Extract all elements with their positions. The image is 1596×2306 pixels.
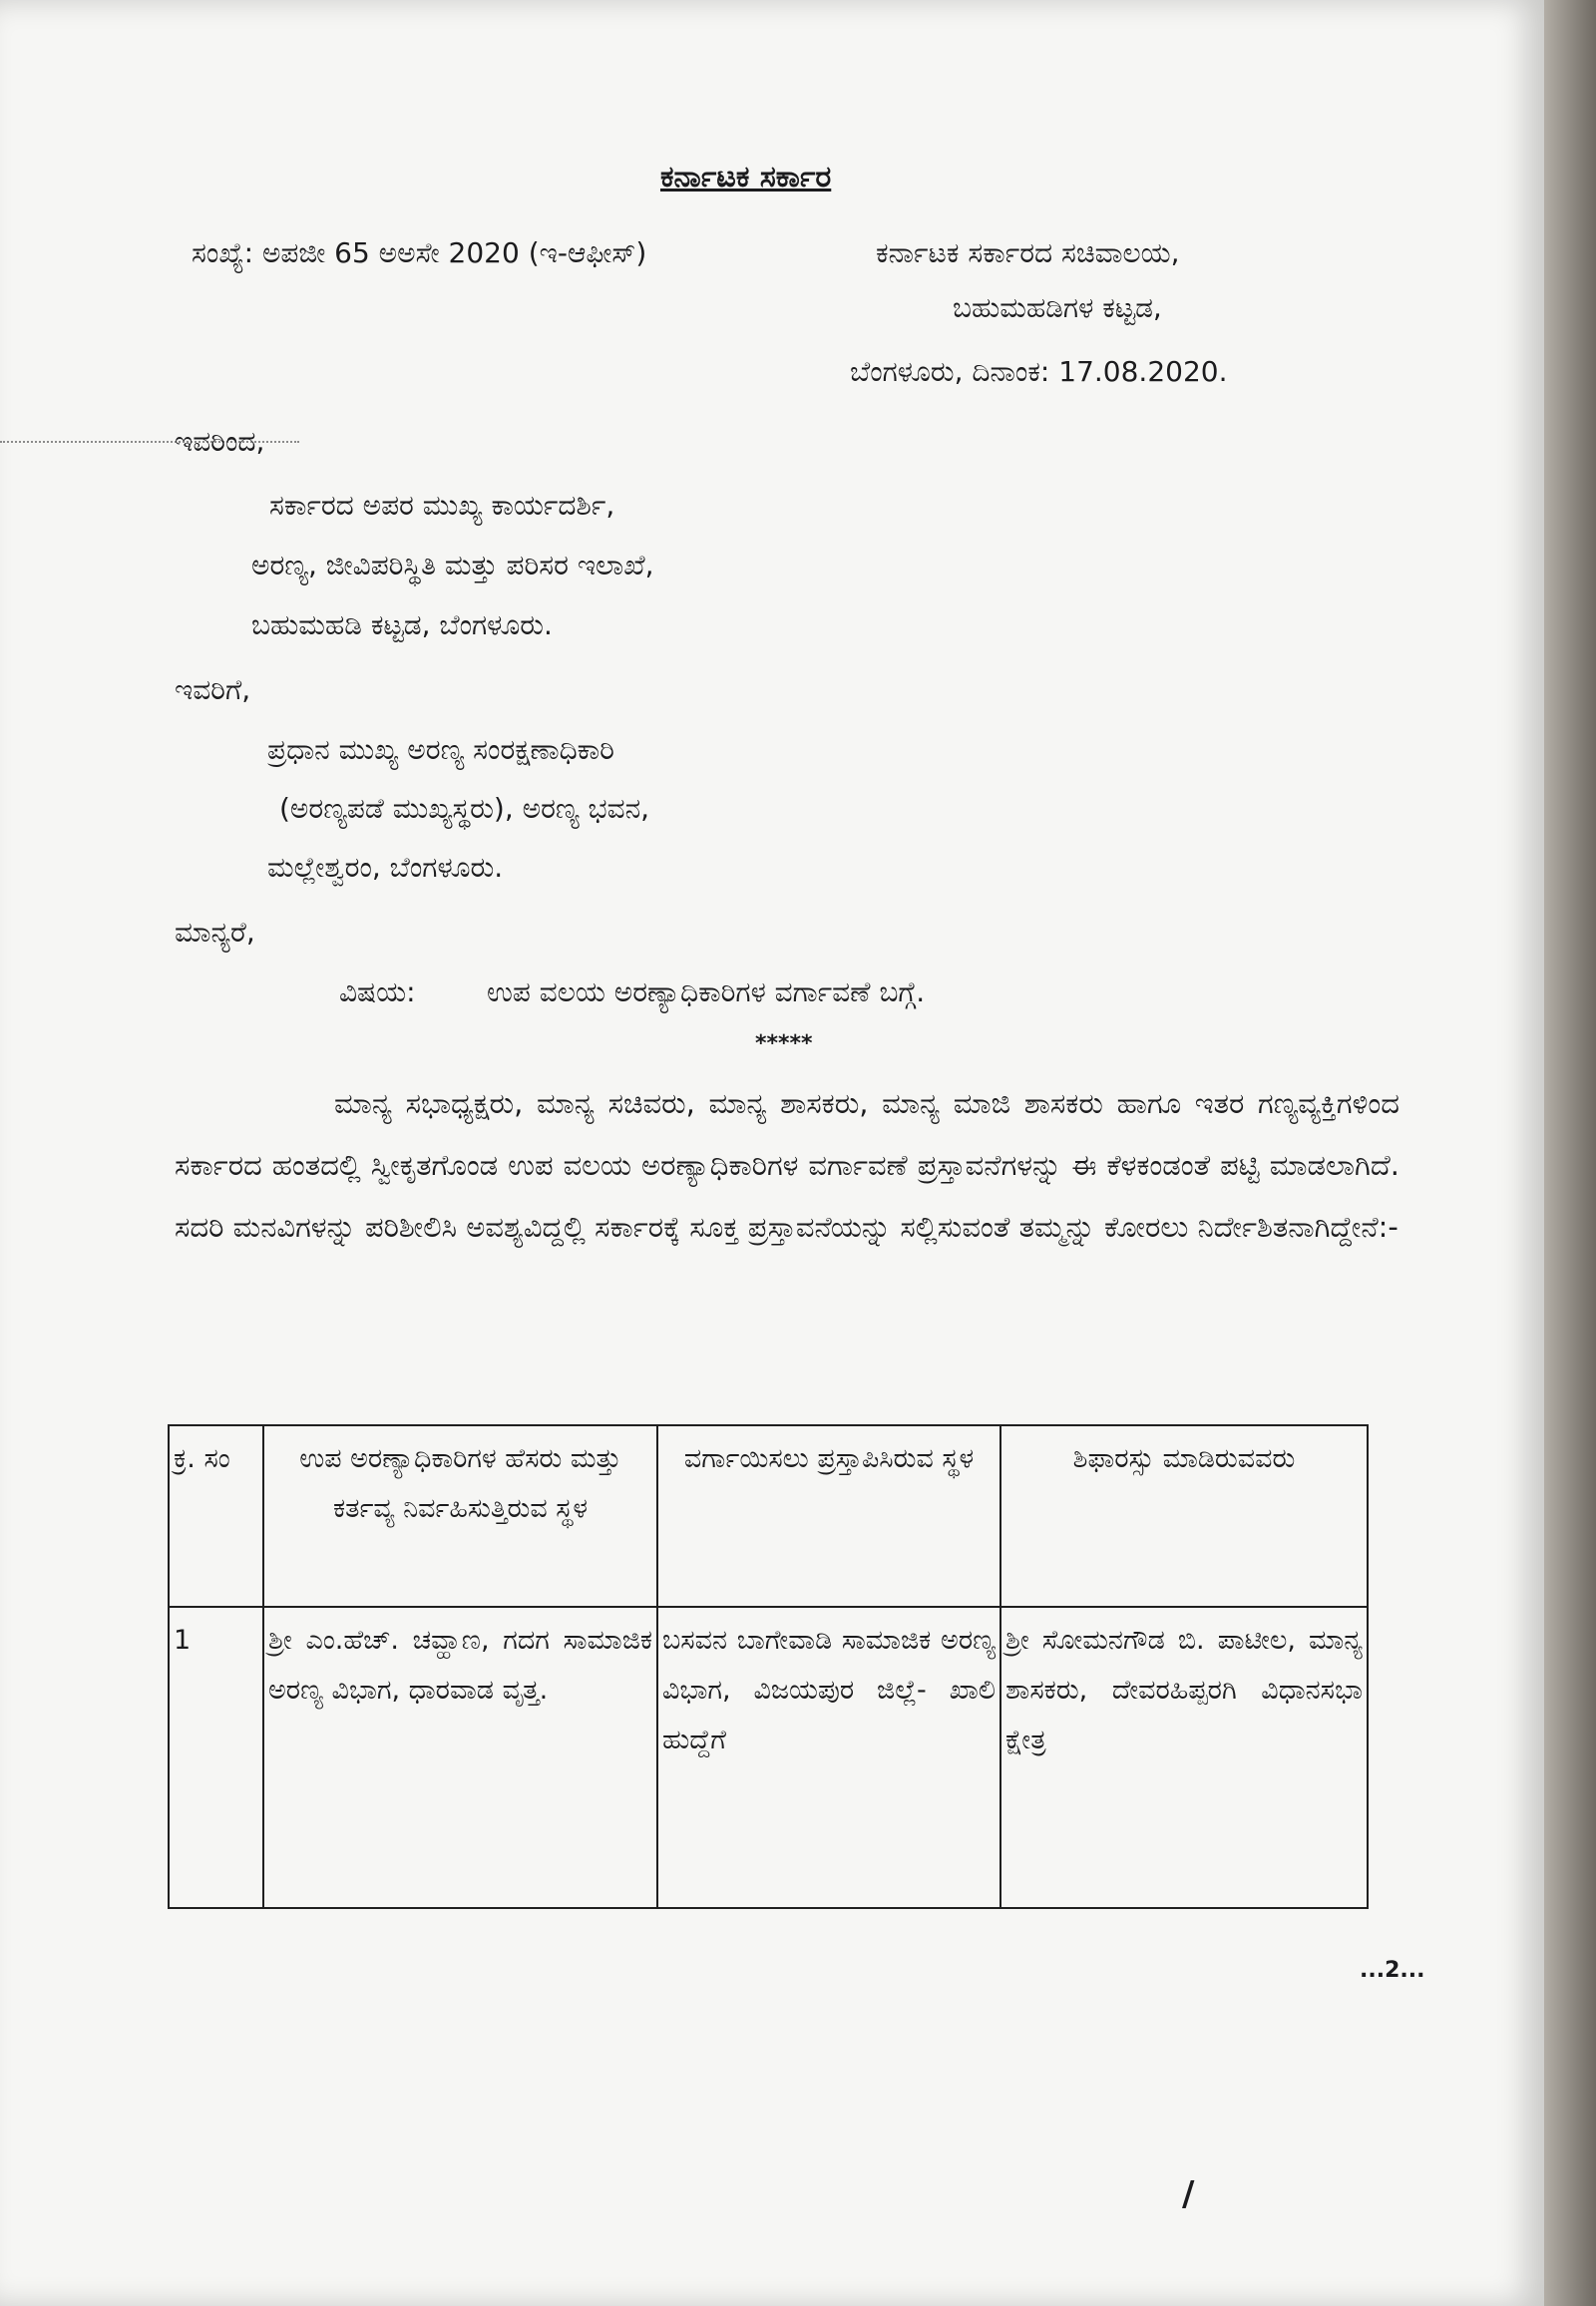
table-row	[169, 1607, 1368, 1908]
from-line-1: ಸರ್ಕಾರದ ಅಪರ ಮುಖ್ಯ ಕಾರ್ಯದರ್ಶಿ,	[269, 489, 615, 522]
table-header-row	[169, 1425, 1368, 1607]
cell-sl-no: 1	[169, 1607, 263, 1908]
transfer-table	[168, 1424, 1369, 1909]
subject-label: ವಿಷಯ:	[339, 975, 416, 1008]
cell-recommended-by: ಶ್ರೀ ಸೋಮನಗೌಡ ಬಿ. ಪಾಟೀಲ, ಮಾನ್ಯ ಶಾಸಕರು, ದೇವರಹಿಪ್ಪರಗಿ ವಿಧಾನಸಭಾ ಕ್ಷೇತ್ರ	[1000, 1607, 1368, 1908]
header-proposed-place: ವರ್ಗಾಯಿಸಲು ಪ್ರಸ್ತಾಪಿಸಿರುವ ಸ್ಥಳ	[657, 1425, 1000, 1607]
from-line-3: ಬಹುಮಹಡಿ ಕಟ್ಟಡ, ಬೆಂಗಳೂರು.	[251, 608, 553, 641]
office-line-1: ಕರ್ನಾಟಕ ಸರ್ಕಾರದ ಸಚಿವಾಲಯ,	[876, 236, 1180, 269]
header-sl-no: ಕ್ರ. ಸಂ	[169, 1425, 263, 1607]
page-continuation: ...2...	[1360, 1958, 1425, 1983]
page-edge-shadow	[1544, 0, 1596, 2306]
from-label: ಇವರಿಂದ,	[175, 425, 265, 458]
to-line-3: ಮಲ್ಲೇಶ್ವರಂ, ಬೆಂಗಳೂರು.	[267, 851, 504, 884]
to-label: ಇವರಿಗೆ,	[175, 673, 251, 706]
cell-officer: ಶ್ರೀ ಎಂ.ಹೆಚ್. ಚವ್ಹಾಣ, ಗದಗ ಸಾಮಾಜಿಕ ಅರಣ್ಯ ವಿಭಾಗ, ಧಾರವಾಡ ವೃತ್ತ.	[263, 1607, 657, 1908]
document-title: ಕರ್ನಾಟಕ ಸರ್ಕಾರ	[660, 160, 832, 194]
subject-text: ಉಪ ವಲಯ ಅರಣ್ಯಾಧಿಕಾರಿಗಳ ವರ್ಗಾವಣೆ ಬಗ್ಗೆ.	[487, 975, 926, 1008]
place-and-date: ಬೆಂಗಳೂರು, ದಿನಾಂಕ: 17.08.2020.	[850, 355, 1228, 388]
office-line-2: ಬಹುಮಹಡಿಗಳ ಕಟ್ಟಡ,	[953, 291, 1162, 324]
stray-mark: /	[1182, 2174, 1195, 2214]
salutation: ಮಾನ್ಯರೆ,	[175, 916, 255, 949]
to-line-1: ಪ್ರಧಾನ ಮುಖ್ಯ ಅರಣ್ಯ ಸಂರಕ್ಷಣಾಧಿಕಾರಿ	[267, 733, 614, 766]
header-officer: ಉಪ ಅರಣ್ಯಾಧಿಕಾರಿಗಳ ಹೆಸರು ಮತ್ತು ಕರ್ತವ್ಯ ನಿರ್ವಹಿಸುತ್ತಿರುವ ಸ್ಥಳ	[263, 1425, 657, 1607]
body-paragraph	[175, 1072, 1399, 1258]
body-text: ಮಾನ್ಯ ಸಭಾಧ್ಯಕ್ಷರು, ಮಾನ್ಯ ಸಚಿವರು, ಮಾನ್ಯ ಶಾಸಕರು, ಮಾನ್ಯ ಮಾಜಿ ಶಾಸಕರು ಹಾಗೂ ಇತರ ಗಣ್ಯವ್ಯಕ್ತಿಗಳಿಂದ ಸರ್ಕಾರದ ಹಂತದಲ್ಲಿ ಸ್ವೀಕೃತಗೊಂಡ ಉಪ ವಲಯ ಅರಣ್ಯಾಧಿಕಾರಿಗಳ ವರ್ಗಾವಣೆ ಪ್ರಸ್ತಾವನೆಗಳನ್ನು ಈ ಕೆಳಕಂಡಂತೆ ಪಟ್ಟಿ ಮಾಡಲಾಗಿದೆ. ಸದರಿ ಮನವಿಗಳನ್ನು ಪರಿಶೀಲಿಸಿ ಅವಶ್ಯವಿದ್ದಲ್ಲಿ ಸರ್ಕಾರಕ್ಕೆ ಸೂಕ್ತ ಪ್ರಸ್ತಾವನೆಯನ್ನು ಸಲ್ಲಿಸುವಂತೆ ತಮ್ಮನ್ನು ಕೋರಲು ನಿರ್ದೇಶಿತನಾಗಿದ್ದೇನೆ:-	[175, 1086, 1399, 1244]
from-line-2: ಅರಣ್ಯ, ಜೀವಿಪರಿಸ್ಥಿತಿ ಮತ್ತು ಪರಿಸರ ಇಲಾಖೆ,	[251, 549, 654, 581]
to-line-2: (ಅರಣ್ಯಪಡೆ ಮುಖ್ಯಸ್ಥರು), ಅರಣ್ಯ ಭವನ,	[279, 792, 650, 825]
cell-proposed-place: ಬಸವನ ಬಾಗೇವಾಡಿ ಸಾಮಾಜಿಕ ಅರಣ್ಯ ವಿಭಾಗ, ವಿಜಯಪುರ ಜಿಲ್ಲೆ- ಖಾಲಿ ಹುದ್ದೆಗೆ	[657, 1607, 1000, 1908]
header-recommended-by: ಶಿಫಾರಸ್ಸು ಮಾಡಿರುವವರು	[1000, 1425, 1368, 1607]
file-number: ಸಂಖ್ಯೆ: ಅಪಜೀ 65 ಅಅಸೇ 2020 (ಇ-ಆಫೀಸ್)	[192, 236, 647, 269]
separator-stars: *****	[755, 1031, 813, 1056]
